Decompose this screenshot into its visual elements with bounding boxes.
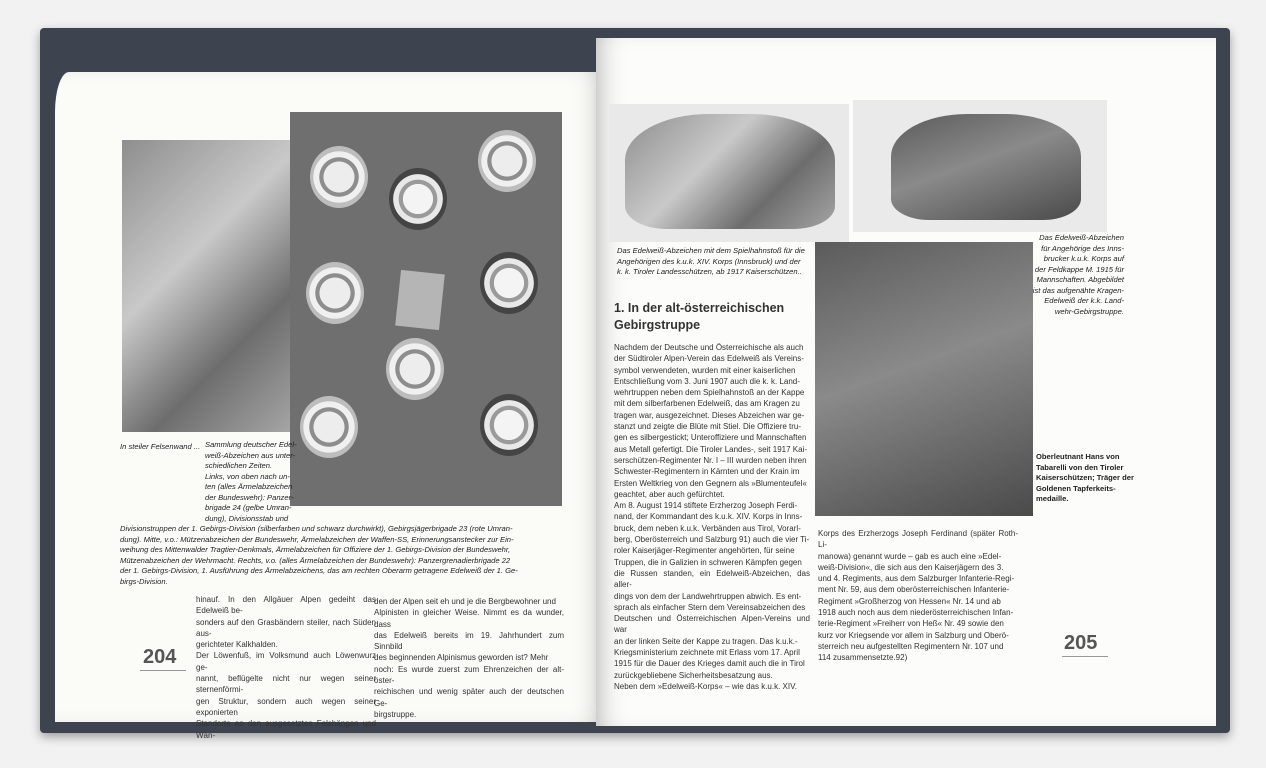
badges-caption-continued: Divisionstruppen der 1. Gebirgs-Division (silberfarben und schwarz durchwirkt), Gebirgsjägerbrigade 23 (rote Umran- dung). Mitte, v.o.: Mützenabzeichen der Bundeswehr, Ärmelabzeichen der Waffen-SS, Erinnerungsanstecker zur Ein- weihung des Mittenwalder Tragtier-Denkmals, Ärmelabzeichen für Offiziere der 1. Gebirgs-Division der Bundeswehr, Mützenabzeichen der Wehrmacht. Rechts, v.o. (alles Ärmelabzeichen der Bundeswehr): Panzergrenadierbrigade 22 der 1. Gebirgs-Division, 1. Ausführung des Ärmelabzeichens, das am rechten Oberarm getragene Edelweiß der 1. Ge- birgs-Division. (120, 524, 518, 586)
officer-portrait (815, 242, 1033, 516)
badges-caption: Sammlung deutscher Edel- weiß-Abzeichen aus unter- schiedlichen Zeiten. Links, von oben nach un- ten (alles Ärmelabzeichen der Bundeswehr): Panzer- brigade 24 (gelbe Umran- dung), Divisionsstab und (205, 440, 297, 523)
cap-photo-m1915 (853, 100, 1107, 232)
climber-caption: In steiler Felsenwand ... (120, 442, 201, 451)
caps-caption: Das Edelweiß-Abzeichen mit dem Spielhahnstoß für die Angehörigen des k.u.k. XIV. Korps (Innsbruck) und der k. k. Tiroler Landesschützen, ab 1917 Kaiserschützen.. (617, 246, 805, 276)
left-column-1: hinauf. In den Allgäuer Alpen gedeiht das Edelweiß be- sonders auf den Grasbändern steiler, nach Süden aus- gerichteter Kalkhalden. Der Löwenfuß, im Volksmund auch Löwenwurz ge- nannt, beflügelte nicht nur wegen seiner sternenförmi- gen Struktur, sondern auch wegen seiner exponierten Standorte an den ausgesetzten Felshängen und Wän- (196, 595, 376, 740)
cap-caption: Das Edelweiß-Abzeichen für Angehörige des Inns- brucker k.u.k. Korps auf der Feldkappe M. 1915 für Mannschaften. Abgebildet ist das aufgenähte Kragen- Edelweiß der k.k. Land- wehr-Gebirgstruppe. (1032, 233, 1124, 316)
right-column-2: Korps des Erzherzogs Joseph Ferdinand (später Roth-Li- manowa) genannt wurde – gab es auch eine »Edel- weiß-Division«, die sich aus den Kaiserjägern des 3. und 4. Regiments, aus dem Salzburger Infanterie-Regi- ment Nr. 59, aus dem oberösterreichischen Infanterie- Regiment »Großherzog von Hessen« Nr. 14 und ab 1918 auch noch aus dem niederösterreichischen Infan- terie-Regiment »Freiherr von Heß« Nr. 49 sowie den kurz vor Kriegsende vor allem in Salzburg und Oberö- sterreich neu aufgestellten Regimentern Nr. 107 und 114 zusammensetzte.92) (818, 529, 1018, 663)
cap-photo-feather (609, 104, 849, 242)
climber-photo (122, 140, 290, 432)
section-heading: 1. In der alt-österreichischen Gebirgstruppe (614, 301, 785, 332)
page-number-left: 204 (143, 646, 177, 668)
page-number-rule-right (1062, 656, 1108, 657)
right-column-1: Nachdem der Deutsche und Österreichische als auch der Südtiroler Alpen-Verein das Edelweiß als Vereins- symbol verwendeten, wurden mit einer kaiserlichen Entschließung vom 3. Juni 1907 auch die k. k. Land- wehrtruppen neben dem Spielhahnstoß an der Kappe mit dem silberfarbenen Edelweiß, das am Kragen zu tragen war, ausgezeichnet. Dieses Abzeichen war ge- stanzt und zeigte die Blüte mit Stiel. Die Offiziere tru- gen es silbergestickt; Unteroffiziere und Mannschaften aus Metall gefertigt. Die Tiroler Landes-, seit 1917 Kai- serschützen-Regimenter Nr. I – III wurden neben ihren Schwester-Regimentern in Kärnten und der Krain im Ersten Weltkrieg von den Gegnern als »Blumenteufel« geachtet, aber auch gefürchtet. Am 8. August 1914 stiftete Erzherzog Joseph Ferdi- nand, der Kommandant des k.u.k. XIV. Korps in Inns- bruck, dem neben k.u.k. Verbänden aus Tirol, Vorarl- berg, Oberösterreich und Salzburg 91) auch die vier Ti- roler Kaiserjäger-Regimenter angehörten, für seine Truppen, die in Galizien in schweren Kämpfen gegen die Russen standen, ein Edelweiß-Abzeichen, das aller- dings von dem der Landwehrtruppen abwich. Es ent- sprach als einfacher Stern dem Vereinsabzeichen des Deutschen und Österreichischen Alpen-Vereins und war an der linken Seite der Kappe zu tragen. Das k.u.k.- Kriegsministerium zeichnete mit Erlass vom 17. April 1915 für die Dauer des Krieges damit auch die in Tirol zurückgebliebene Sicherheitsbesatzung aus. Neben dem »Edelweiß-Korps« – wie das k.u.k. XIV. (614, 343, 810, 691)
page-number-rule (140, 670, 186, 671)
page-number-right: 205 (1064, 632, 1098, 654)
portrait-caption: Oberleutnant Hans von Tabarelli von den Tiroler Kaiserschützen; Träger der Goldenen Tapferkeits- medaille. (1036, 452, 1134, 503)
left-column-2: den der Alpen seit eh und je die Bergbewohner und Alpinisten in gleicher Weise. Nimmt es da wunder, dass das Edelweiß bereits im 19. Jahrhundert zum Sinnbild des beginnenden Alpinismus geworden ist? Mehr noch: Es wurde zuerst zum Ehrenzeichen der alt-öster- reichischen und wenig später auch der deutschen Ge- birgstruppe. (374, 597, 564, 719)
